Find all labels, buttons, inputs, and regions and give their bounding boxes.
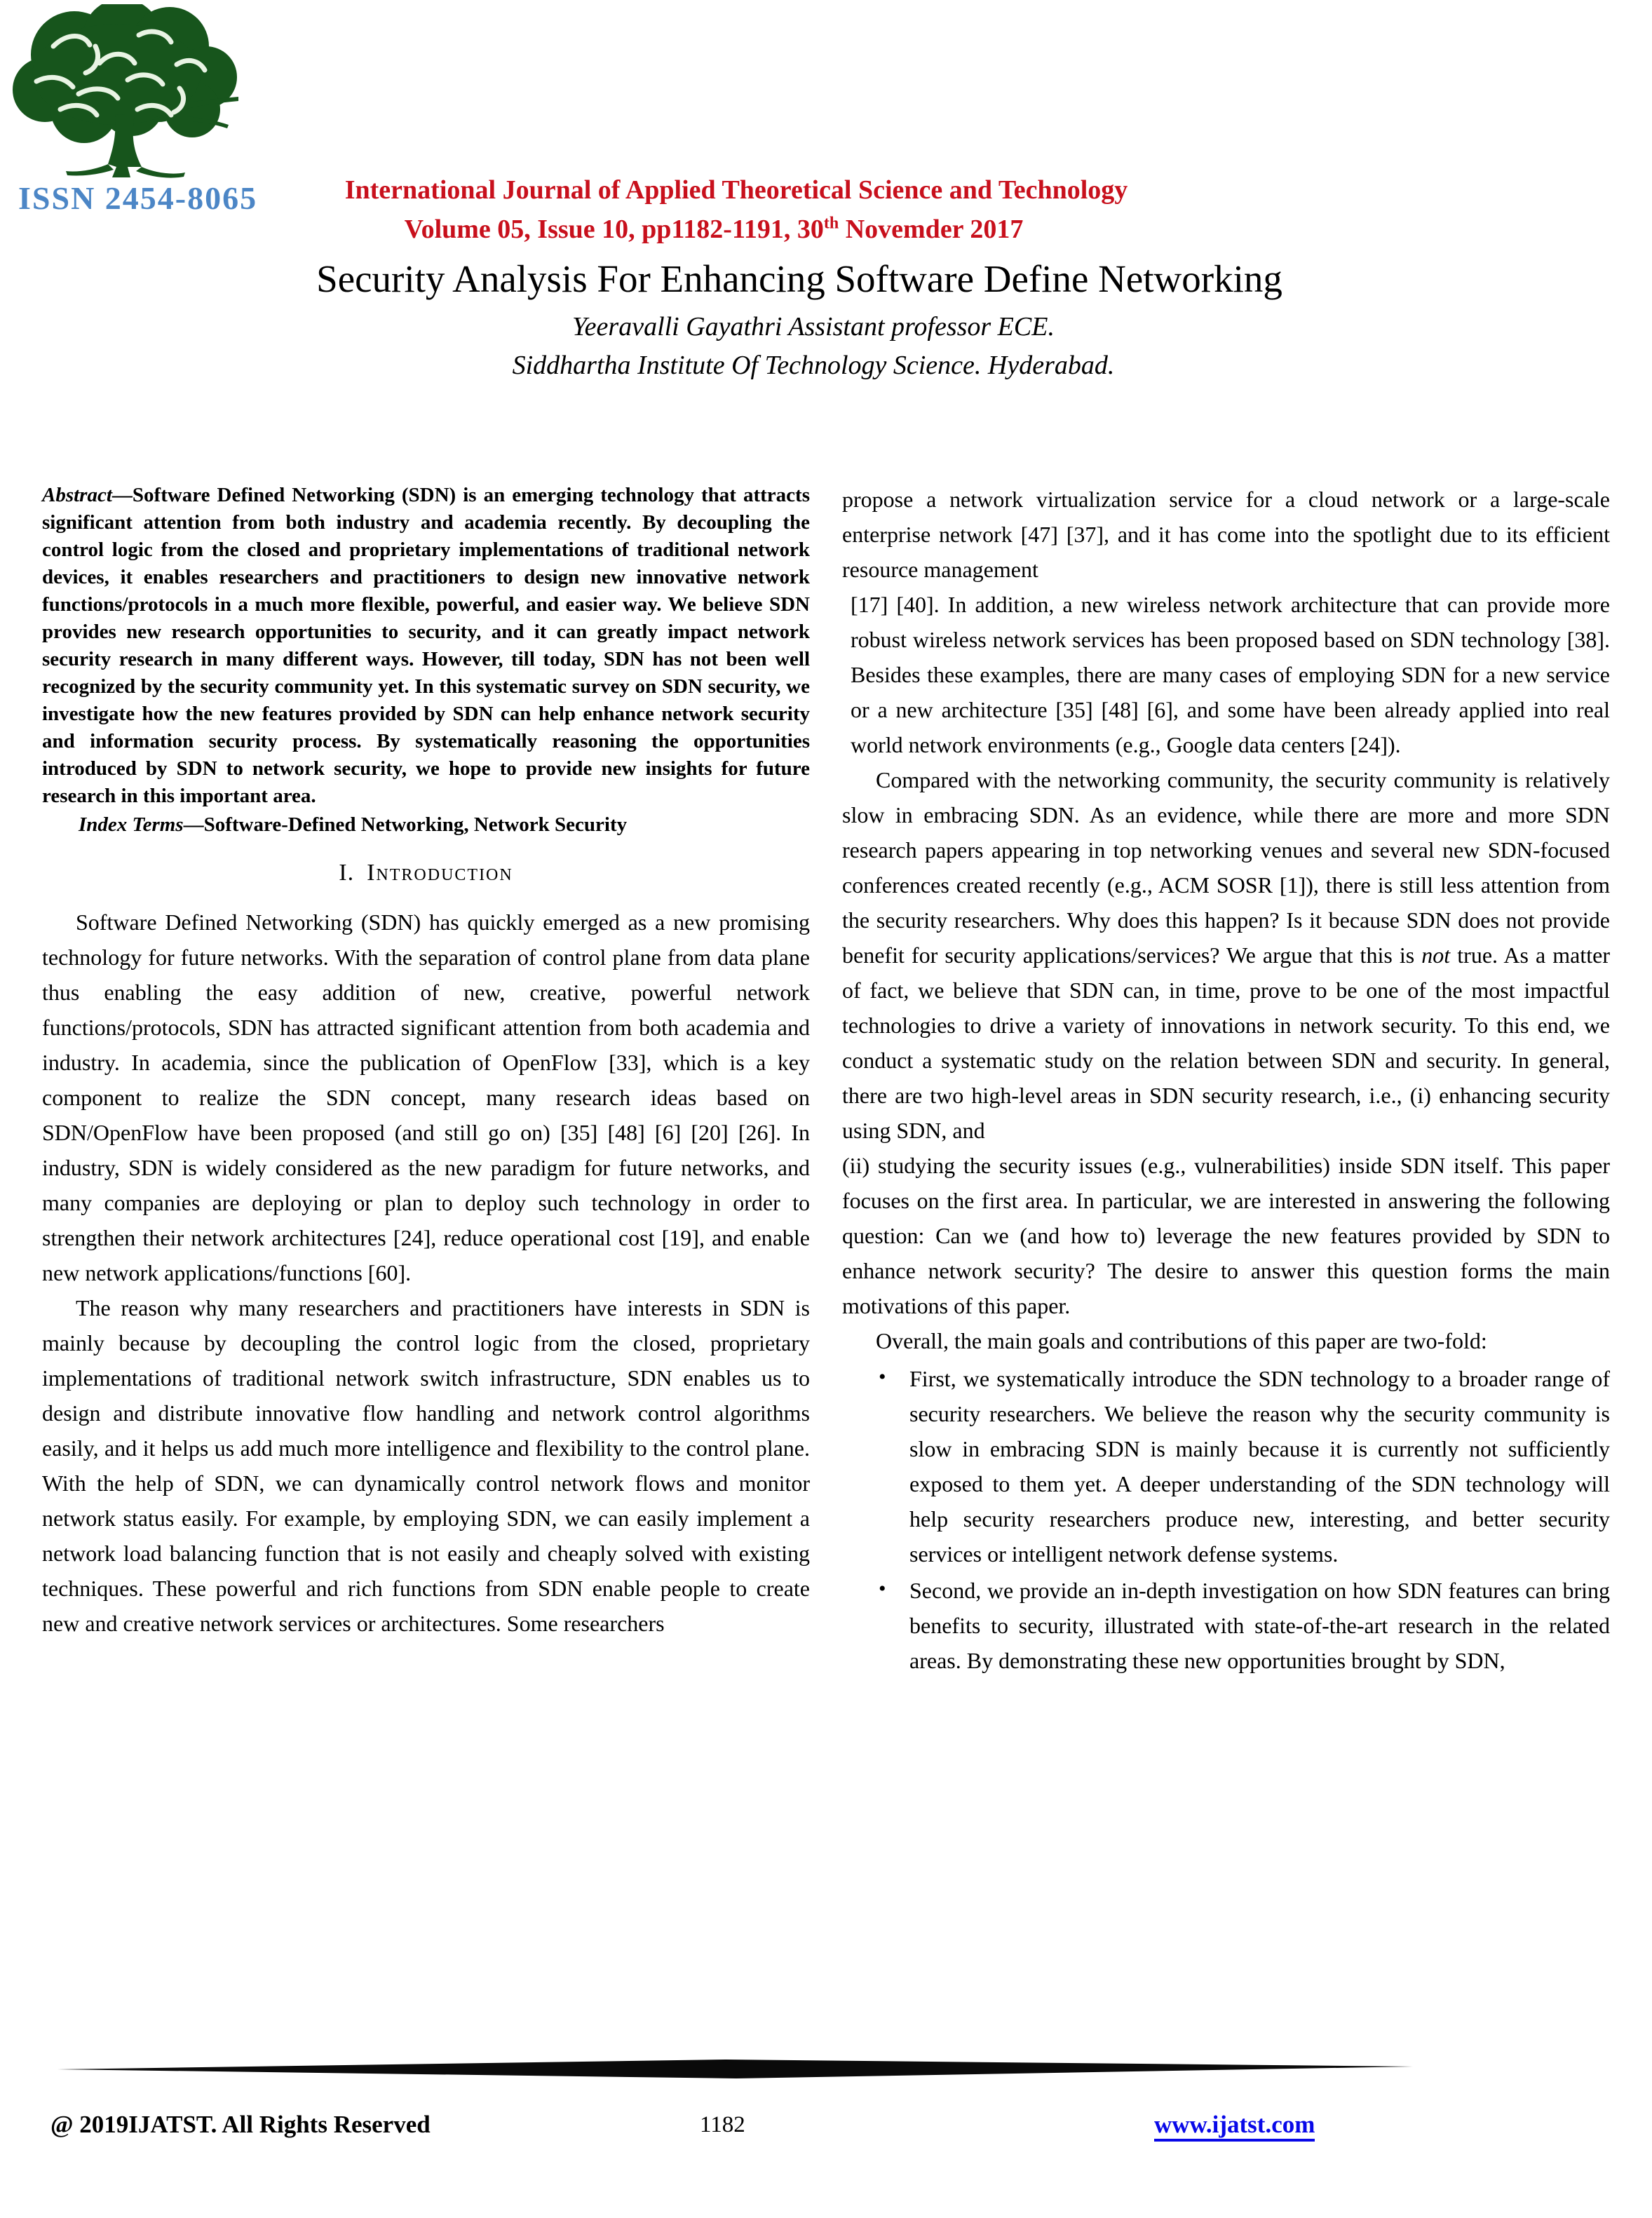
journal-website-link[interactable]: www.ijatst.com [1154,2111,1315,2142]
brain-tree-icon [11,4,243,178]
section-number: I. [339,860,355,886]
paper-body [0,482,1652,1678]
copyright-notice: @ 2019IJATST. All Rights Reserved [50,2111,431,2138]
journal-title: International Journal of Applied Theoretical Science and Technology [344,175,1128,205]
right-column [842,482,1610,1678]
contributions-list [842,1361,1610,1678]
author-affiliation-line: Siddhartha Institute Of Technology Science. Hyderabad. [512,351,1115,380]
abstract-text: —Software Defined Networking (SDN) is an emerging technology that attracts significant attention from both industry and academia recently. By decoupling the control logic from the closed and proprietary implementations of traditional network devices, it enables researchers and practitioners to design new innovative network functions/protocols in a much more flexible, powerful, and easier way. We believe SDN provides new research opportunities to security, and it can greatly impact network security research in many different ways. However, till today, SDN has not been well recognized by the security community yet. In this systematic survey on SDN security, we investigate how the new features provided by SDN can help enhance network security and information security process. By systematically reasoning the opportunities introduced by SDN to network security, we hope to provide new insights for future research in this important area. [42,484,810,807]
volume-text: Volume 05, Issue 10, pp1182-1191, 30 [404,215,824,244]
ordinal-superscript: th [823,214,839,233]
footer-divider-rule [42,2059,1427,2080]
index-terms-label: Index Terms [79,813,184,836]
page-footer [42,2059,1610,2160]
right-paragraph-1: propose a network virtualization service for a cloud network or a large-scale enterprise network [47] [37], and it has come into the spotlight due to its efficient resource management [842,487,1610,582]
right-paragraph-2: [17] [40]. In addition, a new wireless network architecture that can provide more robust wireless network services has been proposed based on SDN technology [38]. Besides these examples, there are many cases of employing SDN for a new service or a new architecture [35] [48] [6], and some have been already applied into real world network environments (e.g., Google data centers [24]). [851,592,1610,757]
paragraph-text: Compared with the networking community, the security community is relatively slow in embracing SDN. As an evidence, while there are more and more SDN research papers appearing in top networking venues and several new SDN-focused conferences created recently (e.g., ACM SOSR [1]), there is still less attention from the security researchers. Why does this happen? Is it because SDN does not provide benefit for security applications/services? We argue that this is [842,767,1610,968]
paragraph-text: true. As a matter of fact, we believe that SDN can, in time, prove to be one of the most impactful technologies to drive a variety of innovations in network security. To this end, we conduct a systematic study on the relation between SDN and security. In general, there are two high-level areas in SDN security research, i.e., (i) enhancing security using SDN, and [842,942,1611,1143]
right-paragraph-4: (ii) studying the security issues (e.g., vulnerabilities) inside SDN itself. This paper focuses on the first area. In particular, we are interested in answering the following question: Can we (and how to) leverage the new features provided by SDN to enhance network security? The desire to answer this question forms the main motivations of this paper. [842,1153,1610,1318]
intro-paragraph-2: The reason why many researchers and practitioners have interests in SDN is mainly because by decoupling the control logic from the closed, proprietary implementations of traditional network switch infrastructure, SDN enables us to design and distribute innovative flow handling and network control algorithms easily, and it helps us add much more intelligence and flexibility to the control plane. With the help of SDN, we can dynamically control network flows and monitor network status easily. For example, by employing SDN, we can easily implement a network load balancing function that is not easily and cheaply solved with existing techniques. These powerful and rich functions from SDN enable people to create new and creative network services or architectures. Some researchers [42,1295,810,1636]
volume-issue-line [0,210,1540,249]
section-title: Introduction [367,860,513,886]
right-paragraph-5: Overall, the main goals and contributions of this paper are two-fold: [876,1328,1487,1353]
footer-row [42,2111,1610,2160]
abstract-label: Abstract [42,484,112,506]
italic-word: not [1421,942,1451,968]
list-item: • Second, we provide an in-depth investigation on how SDN features can bring benefits to security, illustrated with state-of-the-art research in the related areas. By demonstrating these new opportunities brought by SDN, [842,1573,1610,1678]
index-terms-text: —Software-Defined Networking, Network Security [183,813,628,836]
issn-number: ISSN 2454-8065 [18,180,258,216]
intro-paragraph-1: Software Defined Networking (SDN) has quickly emerged as a new promising technology for future networks. With the separation of control plane from data plane thus enabling the easy addition of new, creative, powerful network functions/protocols, SDN has attracted significant attention from both academia and industry. In academia, since the publication of OpenFlow [33], which is a key component to realize the SDN concept, many research ideas based on SDN/OpenFlow have been proposed (and still go on) [35] [48] [6] [20] [26]. In industry, SDN is widely considered as the new paradigm for future networks, and many companies are deploying or plan to deploy such technology in order to strengthen their network architectures [24], reduce operational cost [19], and enable new network applications/functions [60]. [42,909,810,1285]
right-paragraph-3 [842,762,1610,1148]
page-number: 1182 [700,2112,745,2137]
section-heading-introduction [42,860,810,886]
list-item: • First, we systematically introduce the SDN technology to a broader range of security researchers. We believe the reason why the security community is slow in embracing SDN is mainly because it is currently not sufficiently exposed to them yet. A deeper understanding of the SDN technology will help security researchers produce new, interesting, and better security services or intelligent network defense systems. [842,1361,1610,1571]
author-name-line: Yeeravalli Gayathri Assistant professor ECE. [572,312,1055,342]
left-column [42,482,810,1678]
index-terms-paragraph [42,811,810,839]
volume-date-text: Novemder 2017 [839,215,1024,244]
abstract-paragraph [42,482,810,810]
paper-title: Security Analysis For Enhancing Software Define Networking [316,257,1282,300]
